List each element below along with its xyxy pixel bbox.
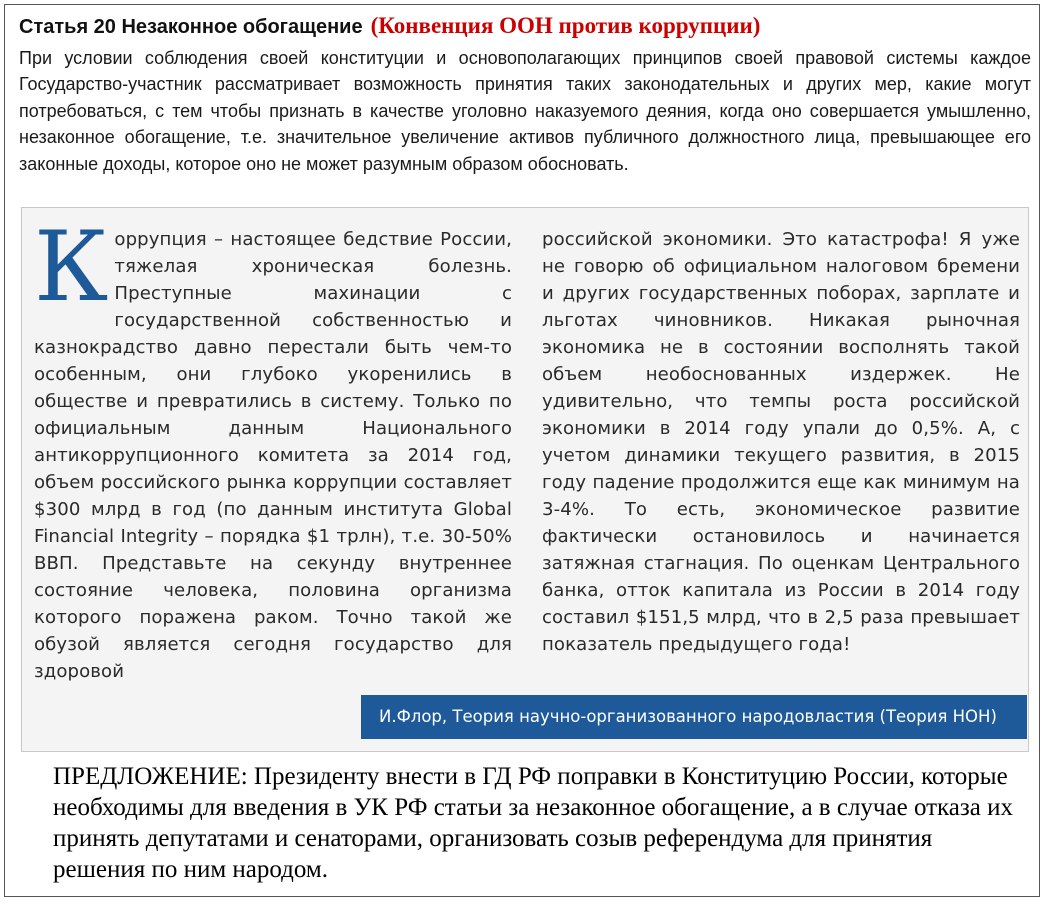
quote-left-column — [34, 211, 512, 685]
quote-dropcap: К — [34, 211, 109, 323]
proposal-text: ПРЕДЛОЖЕНИЕ: Президенту внести в ГД РФ поправки в Конституцию России, которые необходимы для введения в УК РФ статьи за незаконное обогащение, а в случае отказа их принять депутатами и сенаторами, организовать созыв референдума для принятия решения по ним народом. — [53, 763, 1013, 883]
quote-left-text: оррупция – настоящее бедствие России, тяжелая хроническая болезнь. Преступные махинации с государственной собственностью и казнокрадство давно перестали быть чем-то особенным, они глубоко укоренились в обществе и превратились в систему. Только по официальным данным Национального антикоррупционного комитета за 2014 год, объем российского рынка коррупции составляет $300 млрд в год (по данным института Global Financial Integrity – порядка $1 трлн), т.е. 30-50% ВВП. Представьте на секунду внутреннее состояние человека, половина организма которого поражена раком. Точно такой же обузой является сегодня государство для здоровой — [34, 229, 512, 682]
article-heading — [19, 13, 760, 39]
article-text: При условии соблюдения своей конституции и основополагающих принципов своей правовой системы каждое Государство-участник рассматривает возможность принятия таких законодательных и других мер, какие могут потребоваться, с тем чтобы признать в качестве уголовно наказуемого деяния, когда оно совершается умышленно, незаконное обогащение, т.е. значительное увеличение активов публичного должностного лица, превышающее его законные доходы, которое оно не может разумным образом обосновать. — [19, 48, 1031, 174]
quote-right-text: российской экономики. Это катастрофа! Я уже не говорю об официальном налоговом бремени и других государственных поборах, зарплате и льготах чиновников. Никакая рыночная экономика не в состоянии восполнять такой объем необоснованных издержек. Не удивительно, что темпы роста российской экономики в 2014 году упали до 0,5%. А, с учетом динамики текущего развития, в 2015 году падение продолжится еще как минимум на 3-4%. То есть, экономическое развитие фактически остановилось и начинается затяжная стагнация. По оценкам Центрального банка, отток капитала из России в 2014 году составил $151,5 млрд, что в 2,5 раза превышает показатель предыдущего года! — [542, 229, 1020, 655]
quote-box — [21, 207, 1029, 752]
page-frame — [4, 4, 1040, 897]
article-title: Статья 20 Незаконное обогащение — [19, 16, 363, 38]
article-source: (Конвенция ООН против коррупции) — [370, 13, 761, 38]
quote-caption: И.Флор, Теория научно-организованного народовластия (Теория НОН) — [361, 695, 1027, 739]
quote-right-column — [542, 226, 1020, 658]
